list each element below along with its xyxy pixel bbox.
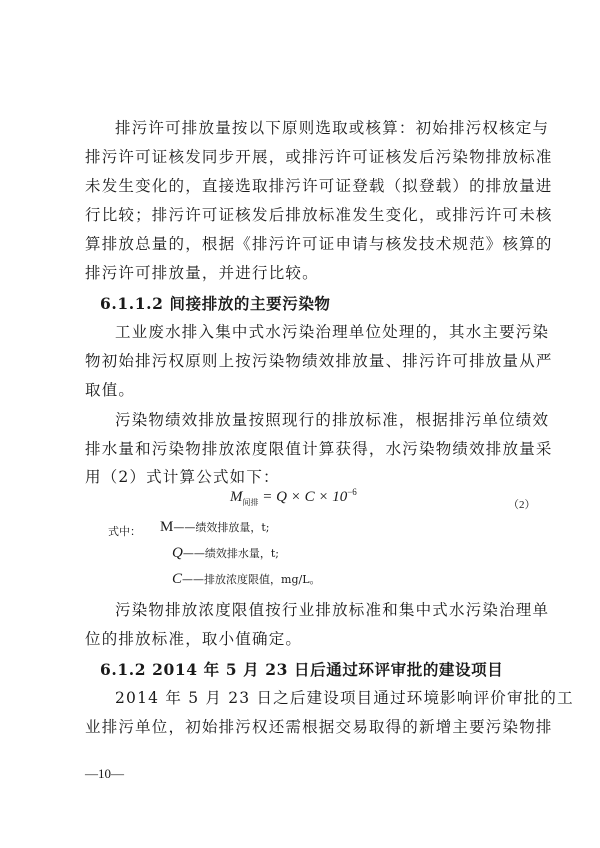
para3-line-3: 用（2）式计算公式如下：: [85, 468, 280, 486]
formula-subscript: 间排: [242, 498, 259, 507]
para3-line-2: 排水量和污染物排放浓度限值计算获得，水污染物绩效排放量采: [85, 440, 553, 458]
para1-line-5: 算排放总量的，根据《排污许可证申请与核发技术规范》核算的: [85, 235, 553, 253]
formula-rhs: = Q × C × 10: [262, 489, 348, 505]
section-heading-6-1-2: 6.1.2 2014 年 5 月 23 日后通过环评审批的建设项目: [100, 660, 504, 679]
para2-line-1: 工业废水排入集中式水污染治理单位处理的，其水主要污染: [115, 323, 550, 341]
para1-line-2: 排污许可证核发同步开展，或排污许可证核发后污染物排放标准: [85, 148, 553, 166]
var-q: [172, 545, 279, 562]
para5-line-1: 2014 年 5 月 23 日之后建设项目通过环境影响评价审批的工: [115, 689, 574, 707]
var-q-symbol: Q: [172, 545, 183, 561]
var-c-symbol: C: [172, 571, 183, 587]
para2-line-3: 取值。: [85, 381, 136, 399]
para1-line-3: 未发生变化的，直接选取排污许可证登载（拟登载）的排放量进: [85, 177, 553, 195]
var-c-desc: ——排放浓度限值，mg/L。: [182, 573, 321, 586]
var-q-desc: ——绩效排水量，t;: [182, 547, 279, 560]
para4-line-1: 污染物排放浓度限值按行业排放标准和集中式水污染治理单: [115, 601, 550, 619]
formula-exponent: −6: [347, 487, 357, 497]
para1-line-1: 排污许可排放量按以下原则选取或核算：初始排污权核定与: [115, 119, 550, 137]
section-heading-6-1-1-2: 6.1.1.2 间接排放的主要污染物: [100, 294, 331, 313]
para2-line-2: 物初始排污权原则上按污染物绩效排放量、排污许可排放量从严: [85, 352, 553, 370]
var-m-desc: ——绩效排放量，t;: [173, 521, 270, 534]
para1-line-6: 排污许可排放量，并进行比较。: [85, 264, 319, 282]
para5-line-2: 业排污单位，初始排污权还需根据交易取得的新增主要污染物排: [85, 718, 553, 736]
formula-m: M: [230, 489, 243, 505]
para1-line-4: 行比较；排污许可证核发后排放标准发生变化，或排污许可未核: [85, 206, 553, 224]
var-m: [160, 519, 269, 536]
equation-number: （2）: [508, 499, 536, 511]
var-c: [172, 571, 321, 588]
var-m-symbol: M: [160, 519, 174, 535]
page-number: —10—: [85, 766, 124, 781]
para3-line-1: 污染物绩效排放量按照现行的排放标准，根据排污单位绩效: [115, 411, 550, 429]
where-label: 式中：: [108, 525, 141, 538]
para4-line-2: 位的排放标准，取小值确定。: [85, 630, 303, 648]
formula-2: [230, 487, 357, 508]
